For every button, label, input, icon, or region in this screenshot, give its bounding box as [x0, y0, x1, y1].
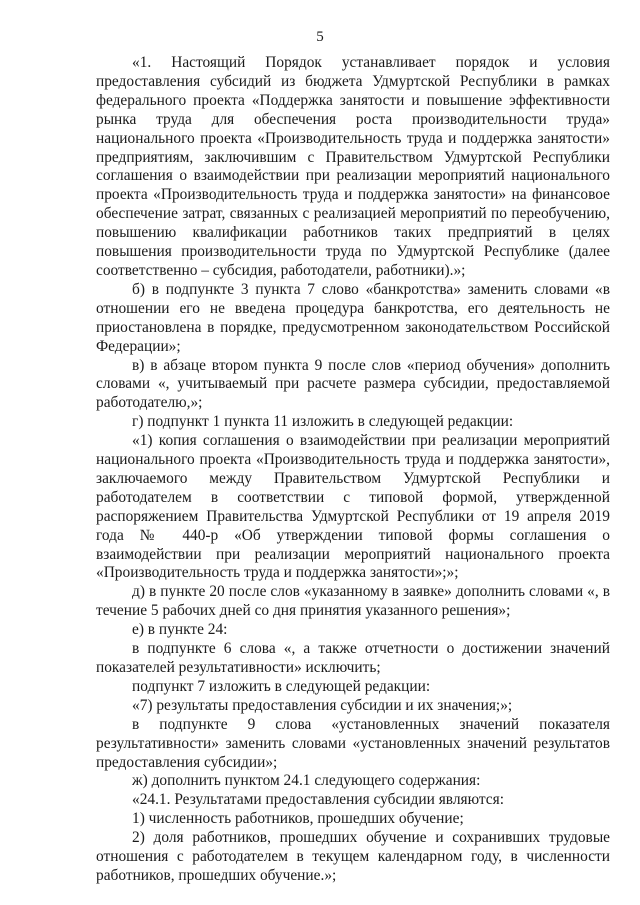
- paragraph-6: д) в пункте 20 после слов «указанному в заявке» дополнить словами «, в течение 5 рабочих дней со дня принятия указанного решения»;: [96, 583, 610, 620]
- paragraph-15: 2) доля работников, прошедших обучение и сохранивших трудовые отношения с работодателем в текущем календарном году, в численности работников, прошедших обучение.»;: [96, 829, 610, 884]
- paragraph-12: ж) дополнить пунктом 24.1 следующего содержания:: [132, 772, 481, 790]
- paragraph-3: в) в абзаце втором пункта 9 после слов «период обучения» дополнить словами «, учитываемый при расчете размера субсидии, предоставляемой работодателю,»;: [96, 356, 610, 412]
- paragraph-13: «24.1. Результатами предоставления субсидии являются:: [132, 791, 504, 809]
- paragraph-11: в подпункте 9 слова «установленных значений показателя результативности» заменить словами «установленных значений результатов предоставления субсидии»;: [96, 715, 610, 771]
- paragraph-9: подпункт 7 изложить в следующей редакции:: [132, 677, 431, 695]
- document-body: [96, 54, 610, 886]
- paragraph-1: «1. Настоящий Порядок устанавливает порядок и условия предоставления субсидий из бюджета Удмуртской Республики в рамках федерального проекта «Поддержка занятости и повышение эффективности рынка труда для обеспечения роста производительности труда» национального проекта «Производительность труда и поддержка занятости» предприятиям, заключившим с Правительством Удмуртской Республики соглашения о взаимодействии при реализации мероприятий национального проекта «Производительность труда и поддержка занятости» на финансовое обеспечение затрат, связанных с реализацией мероприятий по переобучению, повышению квалификации работников таких предприятий в целях повышения производительности труда по Удмуртской Республике (далее соответственно – субсидия, работодатели, работники).»;: [96, 54, 610, 279]
- paragraph-10: «7) результаты предоставления субсидии и их значения;»;: [132, 696, 513, 714]
- page-number: 5: [316, 29, 324, 45]
- paragraph-7: е) в пункте 24:: [132, 621, 228, 639]
- paragraph-14: 1) численность работников, прошедших обучение;: [132, 810, 464, 828]
- paragraph-8: в подпункте 6 слова «, а также отчетности о достижении значений показателей результативности» исключить;: [96, 640, 610, 676]
- paragraph-5: «1) копия соглашения о взаимодействии при реализации мероприятий национального проекта «Производительность труда и поддержка занятости», заключаемого между Правительством Удмуртской Республики и работодателем в соответствии с типовой формой, утвержденной распоряжением Правительства Удмуртской Республики от 19 апреля 2019 года № 440-р «Об утверждении типовой формы соглашения о взаимодействии при реализации мероприятий национального проекта «Производительность труда и поддержка занятости»;»;: [96, 432, 610, 582]
- paragraph-4: г) подпункт 1 пункта 11 изложить в следующей редакции:: [132, 413, 514, 431]
- paragraph-2: б) в подпункте 3 пункта 7 слово «банкротства» заменить словами «в отношении его не введена процедура банкротства, его деятельность не приостановлена в порядке, предусмотренном законодательством Российской Федерации»;: [96, 280, 610, 355]
